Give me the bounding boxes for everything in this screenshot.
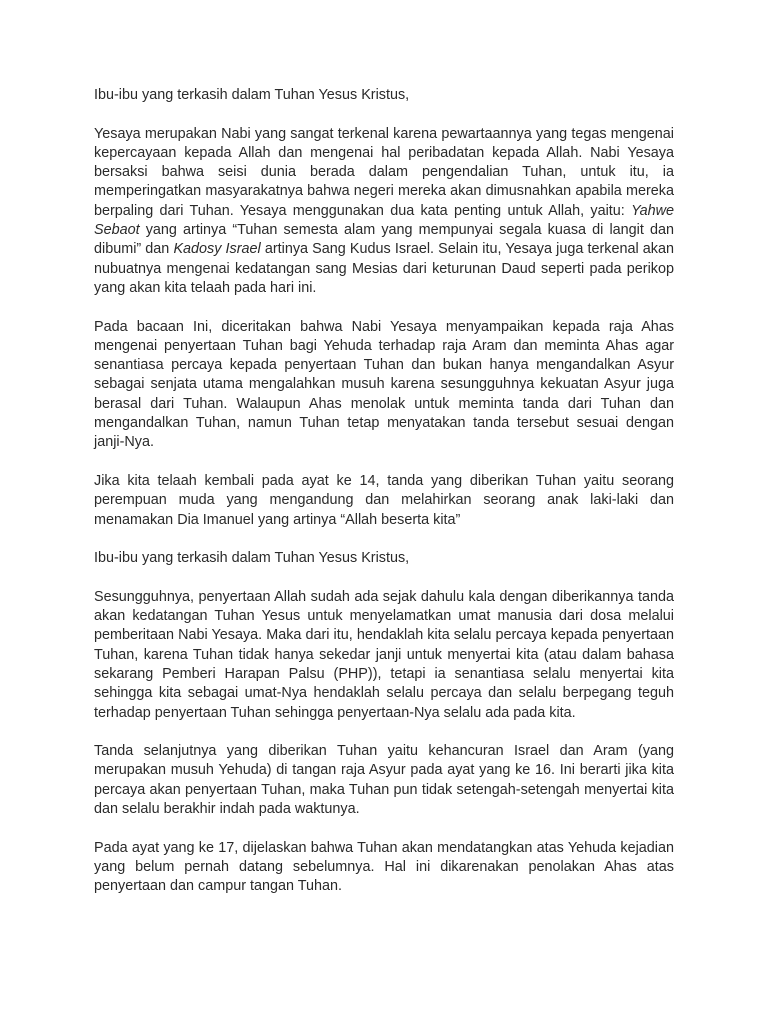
term-yahwe-sebaot: Yahwe Sebaot: [94, 202, 674, 239]
paragraph-text: yang artinya “Tuhan semesta alam yang mempunyai segala kuasa di langit dan dibumi” dan: [94, 222, 674, 258]
term-kadosy-israel: Kadosy Israel: [173, 241, 261, 258]
paragraph-penyertaan: Sesungguhnya, penyertaan Allah sudah ada sejak dahulu kala dengan diberikannya tanda akan kedatangan Tuhan Yesus untuk menyelamatkan umat manusia dari dosa melalui pemberitaan Nabi Yesaya. Maka dari itu, hendaklah kita selalu percaya kepada penyertaan Tuhan, karena Tuhan tidak hanya sekedar janji untuk menyertai kita (atau dalam bahasa sekarang Pemberi Harapan Palsu (PHP)), tetapi ia senantiasa selalu menyertai kita sehingga kita sebagai umat-Nya hendaklah selalu percaya dan selalu berpegang teguh terhadap penyertaan Tuhan sehingga penyertaan-Nya selalu ada pada kita.: [94, 588, 674, 721]
paragraph-text: artinya Sang Kudus Israel. Selain itu, Yesaya juga terkenal akan nubuatnya mengenai kedatangan sang Mesias dari keturunan Daud seperti pada perikop yang akan kita telaah pada hari ini.: [94, 241, 674, 296]
document-page: [94, 86, 674, 916]
paragraph-bacaan: Pada bacaan Ini, diceritakan bahwa Nabi Yesaya menyampaikan kepada raja Ahas mengenai penyertaan Tuhan bagi Yehuda terhadap raja Aram dan meminta Ahas agar senantiasa percaya kepada penyertaan Tuhan dan bukan hanya mengandalkan Asyur sebagai senjata utama mengalahkan musuh karena sesungguhnya kekuatan Asyur juga berasal dari Tuhan. Walaupun Ahas menolak untuk meminta tanda dari Tuhan dan mengandalkan Tuhan, namun Tuhan tetap menyatakan tanda tersebut sesuai dengan janji-Nya.: [94, 318, 674, 451]
paragraph-text: Yesaya merupakan Nabi yang sangat terkenal karena pewartaannya yang tegas mengenai kepercayaan kepada Allah dan mengenai hal peribadatan kepada Allah. Nabi Yesaya bersaksi bahwa seisi dunia berada dalam pengendalian Tuhan, untuk itu, ia memperingatkan masyarakatnya bahwa negeri mereka akan dimusnahkan apabila mereka berpaling dari Tuhan. Yesaya menggunakan dua kata penting untuk Allah, yaitu:: [94, 125, 674, 219]
paragraph-ayat-16: Tanda selanjutnya yang diberikan Tuhan yaitu kehancuran Israel dan Aram (yang merupakan musuh Yehuda) di tangan raja Asyur pada ayat yang ke 16. Ini berarti jika kita percaya akan penyertaan Tuhan, maka Tuhan pun tidak setengah-setengah menyertai kita dan selalu berakhir indah pada waktunya.: [94, 743, 674, 817]
paragraph-ayat-14: Jika kita telaah kembali pada ayat ke 14, tanda yang diberikan Tuhan yaitu seorang perempuan muda yang mengandung dan melahirkan seorang anak laki-laki dan menamakan Dia Imanuel yang artinya “Allah beserta kita”: [94, 472, 674, 528]
greeting-paragraph-2: Ibu-ibu yang terkasih dalam Tuhan Yesus Kristus,: [94, 550, 410, 567]
paragraph-ayat-17: Pada ayat yang ke 17, dijelaskan bahwa Tuhan akan mendatangkan atas Yehuda kejadian yang belum pernah datang sebelumnya. Hal ini dikarenakan penolakan Ahas atas penyertaan dan campur tangan Tuhan.: [94, 839, 674, 895]
paragraph-yesaya-intro: [94, 125, 674, 299]
greeting-paragraph-1: Ibu-ibu yang terkasih dalam Tuhan Yesus Kristus,: [94, 87, 410, 103]
